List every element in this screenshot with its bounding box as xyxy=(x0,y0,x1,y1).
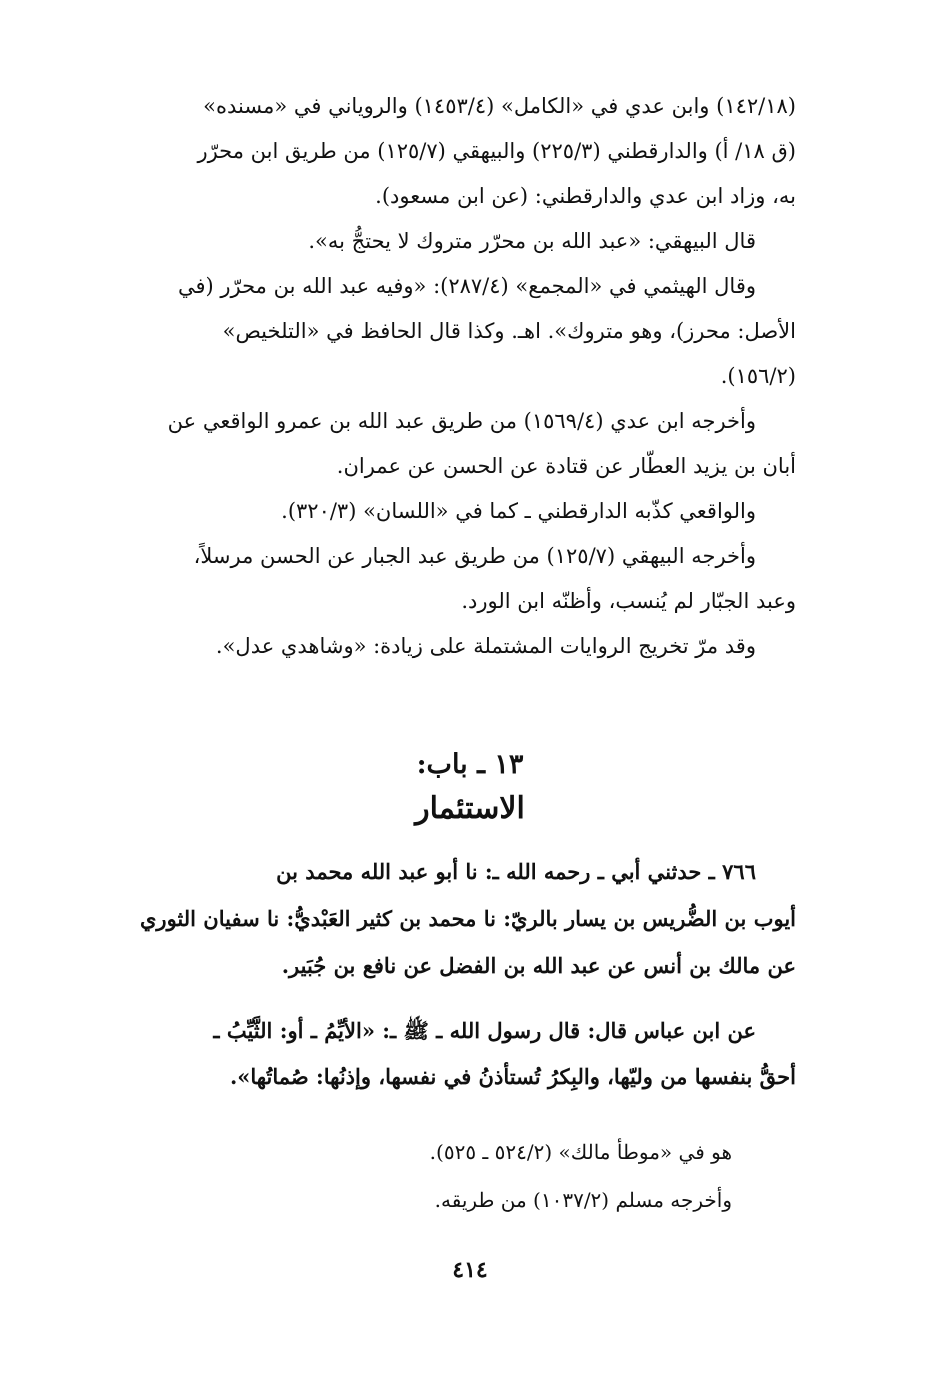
note-line: به، وزاد ابن عدي والدارقطني: (عن ابن مسعود). xyxy=(375,184,796,208)
footnotes xyxy=(200,1128,732,1224)
hadith-isnad xyxy=(98,848,796,989)
matn-line: أحقُّ بنفسها من وليّها، والبِكرُ تُستأذنُ في نفسها، وإذنُها: صُماتُها». xyxy=(229,1064,796,1089)
chapter-number: ١٣ ـ باب: xyxy=(416,749,524,780)
footnote-line: وأخرجه مسلم (١٠٣٧/٢) من طريقه. xyxy=(434,1188,732,1212)
isnad-line: ٧٦٦ ـ حدثني أبي ـ رحمه الله ـ: نا أبو عبد الله محمد بن xyxy=(276,859,756,884)
note-line: أبان بن يزيد العطّار عن قتادة عن الحسن عن عمران. xyxy=(336,454,796,478)
isnad-line: عن مالك بن أنس عن عبد الله بن الفضل عن نافع بن جُبَير. xyxy=(281,953,796,978)
note-line: (ق ١٨/ أ) والدارقطني (٢٢٥/٣) والبيهقي (١٢٥/٧) من طريق ابن محرّر xyxy=(197,139,796,163)
note-line: وأخرجه البيهقي (١٢٥/٧) من طريق عبد الجبار عن الحسن مرسلاً، xyxy=(193,544,756,568)
note-line: (١٥٦/٢). xyxy=(720,364,796,388)
footnote-line: هو في «موطأ مالك» (٥٢٤/٢ ـ ٥٢٥). xyxy=(429,1140,732,1164)
matn-line: عن ابن عباس قال: قال رسول الله ـ ﷺ ـ: «الأيِّمُ ـ أو: الثَّيِّبُ ـ xyxy=(213,1018,756,1043)
isnad-line: أيوب بن الضُّريس بن يسار بالريّ: نا محمد بن كثير العَبْديُّ: نا سفيان الثوري xyxy=(139,906,796,931)
note-line: الأصل: محرز)، وهو متروك». اهـ. وكذا قال الحافظ في «التلخيص» xyxy=(222,319,796,343)
note-line: وعبد الجبّار لم يُنسب، وأظنّه ابن الورد. xyxy=(461,589,796,613)
note-line: (١٤٢/١٨) وابن عدي في «الكامل» (١٤٥٣/٤) والروياني في «مسنده» xyxy=(203,94,796,118)
note-line: والواقعي كذّبه الدارقطني ـ كما في «اللسان» (٣٢٠/٣). xyxy=(281,499,756,523)
note-line: وقد مرّ تخريج الروايات المشتملة على زيادة: «وشاهدي عدل». xyxy=(215,634,756,658)
page-number: ٤١٤ xyxy=(452,1257,488,1283)
previous-notes-section xyxy=(98,84,796,669)
hadith-matn xyxy=(98,1008,796,1100)
note-line: قال البيهقي: «عبد الله بن محرّر متروك لا يحتجُّ به». xyxy=(308,229,756,253)
chapter-title: الاستئمار xyxy=(415,791,525,826)
note-line: وقال الهيثمي في «المجمع» (٢٨٧/٤): «وفيه عبد الله بن محرّر (في xyxy=(177,274,756,298)
note-line: وأخرجه ابن عدي (١٥٦٩/٤) من طريق عبد الله بن عمرو الواقعي عن xyxy=(167,409,756,433)
